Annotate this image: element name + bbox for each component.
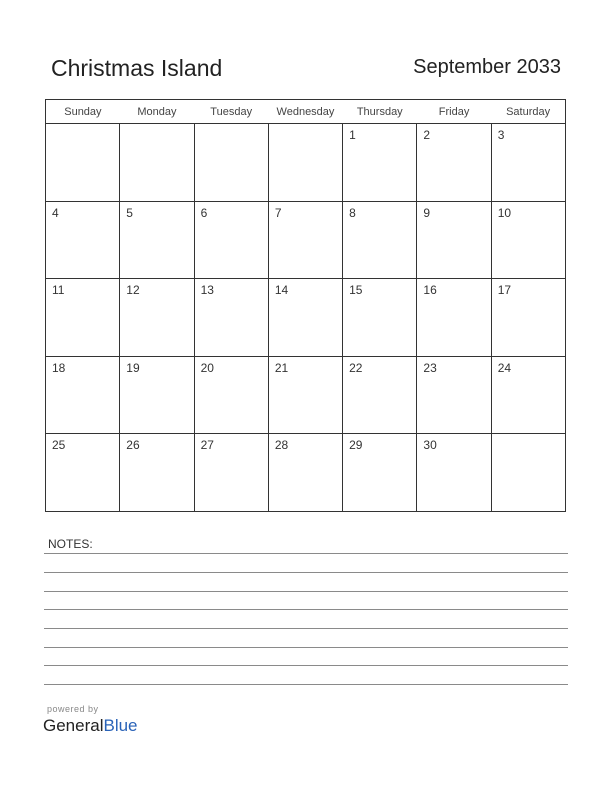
day-cell [417, 201, 491, 279]
day-number [492, 434, 565, 438]
day-number: 6 [200, 205, 208, 220]
day-cell [268, 201, 342, 279]
day-cell [417, 124, 491, 202]
notes-line [44, 572, 568, 573]
weekday-thursday: Thursday [343, 100, 417, 124]
notes-line [44, 684, 568, 685]
day-number: 5 [126, 205, 133, 220]
day-cell [491, 201, 565, 279]
day-number: 7 [274, 205, 282, 220]
day-cell [120, 124, 194, 202]
weekday-monday: Monday [120, 100, 194, 124]
day-cell [417, 434, 491, 512]
day-number: 3 [497, 128, 505, 142]
day-cell [491, 279, 565, 357]
day-cell [120, 356, 194, 434]
day-cell [46, 434, 120, 512]
day-number: 2 [423, 128, 431, 142]
powered-by-text: powered by [47, 704, 99, 714]
day-number: 20 [200, 360, 214, 375]
day-number: 27 [200, 438, 214, 452]
day-cell [120, 201, 194, 279]
day-number: 30 [423, 438, 437, 452]
day-cell [46, 201, 120, 279]
weekday-saturday: Saturday [491, 100, 565, 124]
day-number: 25 [52, 438, 66, 452]
day-cell [268, 434, 342, 512]
day-number: 4 [52, 205, 59, 220]
day-cell [46, 279, 120, 357]
day-cell [194, 124, 268, 202]
day-cell [120, 434, 194, 512]
week-row [46, 124, 566, 202]
calendar-country-title: Christmas Island [51, 55, 223, 81]
day-number [120, 124, 193, 128]
notes-line [44, 665, 568, 666]
day-number: 26 [126, 438, 140, 452]
notes-line [44, 609, 568, 610]
day-cell [491, 356, 565, 434]
week-row [46, 434, 566, 512]
day-cell [194, 279, 268, 357]
day-number [195, 124, 268, 128]
day-number: 24 [497, 360, 512, 375]
day-cell [268, 124, 342, 202]
day-number: 13 [200, 283, 214, 297]
weekday-friday: Friday [417, 100, 491, 124]
notes-line [44, 628, 568, 629]
day-cell [46, 124, 120, 202]
day-cell [194, 434, 268, 512]
day-cell [194, 201, 268, 279]
day-cell [491, 434, 565, 512]
day-number: 10 [497, 205, 512, 220]
day-cell [491, 124, 565, 202]
day-number: 9 [423, 205, 431, 220]
day-cell [46, 356, 120, 434]
brand-general: General [43, 716, 104, 735]
generalblue-logo [43, 716, 138, 736]
day-cell [343, 279, 417, 357]
day-cell [268, 356, 342, 434]
notes-line [44, 553, 568, 554]
day-number: 18 [52, 360, 66, 375]
day-number [269, 124, 342, 128]
weekday-header-row [46, 100, 566, 124]
week-row [46, 201, 566, 279]
notes-label: NOTES: [48, 537, 93, 551]
day-number: 1 [349, 128, 356, 142]
day-cell [343, 201, 417, 279]
day-cell [120, 279, 194, 357]
day-cell [343, 356, 417, 434]
day-number: 8 [349, 205, 356, 220]
day-cell [343, 124, 417, 202]
brand-blue: Blue [103, 716, 138, 735]
day-number: 14 [274, 283, 289, 297]
calendar-grid [45, 99, 566, 512]
day-number: 17 [497, 283, 512, 297]
day-number [46, 124, 119, 128]
weekday-wednesday: Wednesday [268, 100, 342, 124]
day-cell [417, 356, 491, 434]
week-row [46, 356, 566, 434]
day-number: 28 [274, 438, 289, 452]
week-row [46, 279, 566, 357]
day-number: 29 [349, 438, 363, 452]
day-number: 21 [274, 360, 289, 375]
day-number: 23 [423, 360, 437, 375]
day-number: 12 [126, 283, 140, 297]
day-number: 22 [349, 360, 363, 375]
day-number: 15 [349, 283, 363, 297]
calendar-month-year: September 2033 [413, 56, 561, 78]
notes-line [44, 591, 568, 592]
day-cell [343, 434, 417, 512]
day-number: 16 [423, 283, 437, 297]
notes-line [44, 647, 568, 648]
day-cell [194, 356, 268, 434]
day-cell [268, 279, 342, 357]
weekday-tuesday: Tuesday [194, 100, 268, 124]
weekday-sunday: Sunday [46, 100, 120, 124]
day-number: 11 [52, 283, 65, 297]
day-number: 19 [126, 360, 140, 375]
day-cell [417, 279, 491, 357]
